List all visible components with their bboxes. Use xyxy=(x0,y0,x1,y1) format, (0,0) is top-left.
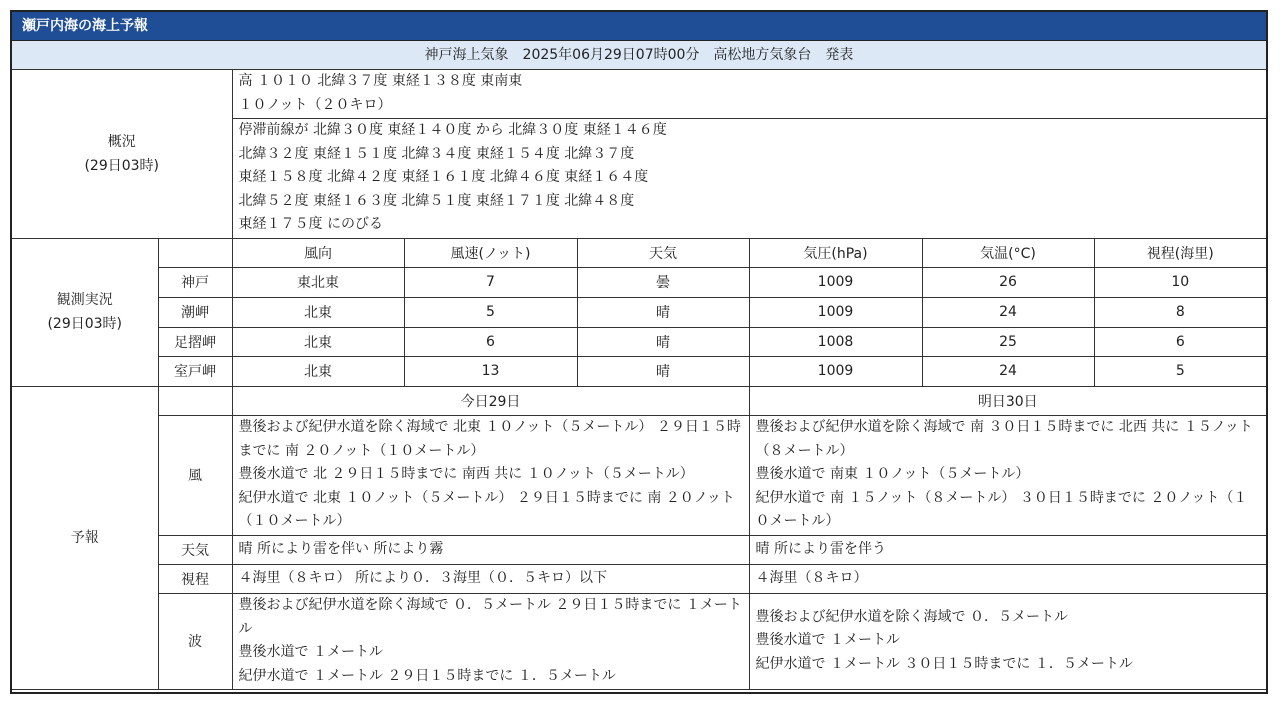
forecast-day-tomorrow: 明日30日 xyxy=(749,386,1266,415)
visibility-today: ４海里（８キロ） 所により０．３海里（０．５キロ）以下 xyxy=(232,564,749,593)
table-cell: 24 xyxy=(922,356,1094,386)
observation-time: (29日03時) xyxy=(47,316,123,332)
forecast-element-header-empty xyxy=(158,386,232,415)
observation-label xyxy=(12,238,158,386)
column-header: 視程(海里) xyxy=(1094,238,1266,267)
forecast-label: 予報 xyxy=(12,386,158,689)
column-header: 気温(°C) xyxy=(922,238,1094,267)
station-name: 潮岬 xyxy=(158,297,232,327)
visibility-tomorrow: ４海里（８キロ） xyxy=(749,564,1266,593)
page-title: 瀬戸内海の海上予報 xyxy=(12,12,1266,41)
wind-today: 豊後および紀伊水道を除く海域で 北東 １０ノット（５メートル） ２９日１５時までに 南 ２０ノット（１０メートル） 豊後水道で 北 ２９日１５時までに 南西 共に １０ノット（５メートル） 紀伊水道で 北東 １０ノット（５メートル） ２９日１５時までに 南 ２０ノット（１０メートル） xyxy=(232,415,749,535)
table-row xyxy=(12,356,1266,386)
forecast-element-label: 天気 xyxy=(158,535,232,564)
weather-today: 晴 所により雷を伴い 所により霧 xyxy=(232,535,749,564)
table-cell: 24 xyxy=(922,297,1094,327)
overview-label xyxy=(12,70,232,238)
table-cell: 5 xyxy=(1094,356,1266,386)
forecast-element-label: 風 xyxy=(158,415,232,535)
table-row xyxy=(12,327,1266,356)
table-cell: 北東 xyxy=(232,327,404,356)
table-cell: 晴 xyxy=(577,327,749,356)
weather-tomorrow: 晴 所により雷を伴う xyxy=(749,535,1266,564)
table-cell: 1009 xyxy=(749,297,922,327)
forecast-visibility-row xyxy=(12,564,1266,593)
table-cell: 13 xyxy=(404,356,577,386)
overview-front: 停滞前線が 北緯３０度 東経１４０度 から 北緯３０度 東経１４６度 北緯３２度 東経１５１度 北緯３４度 東経１５４度 北緯３７度 東経１５８度 北緯４２度 東経１６１度 北緯４６度 東経１６４度 北緯５２度 東経１６３度 北緯５１度 東経１７１度 北緯４８度 東経１７５度 にのびる xyxy=(232,118,1266,238)
table-cell: 8 xyxy=(1094,297,1266,327)
table-cell: 25 xyxy=(922,327,1094,356)
table-cell: 6 xyxy=(404,327,577,356)
table-cell: 10 xyxy=(1094,267,1266,297)
table-cell: 晴 xyxy=(577,297,749,327)
marine-forecast-panel xyxy=(10,10,1268,694)
table-row xyxy=(12,267,1266,297)
forecast-weather-row xyxy=(12,535,1266,564)
station-name: 足摺岬 xyxy=(158,327,232,356)
table-cell: 晴 xyxy=(577,356,749,386)
station-header-empty xyxy=(158,238,232,267)
forecast-day-header-row xyxy=(12,386,1266,415)
observation-title: 観測実況 xyxy=(56,292,113,308)
station-name: 室戸岬 xyxy=(158,356,232,386)
table-cell: 1009 xyxy=(749,356,922,386)
forecast-element-label: 視程 xyxy=(158,564,232,593)
column-header: 気圧(hPa) xyxy=(749,238,922,267)
table-cell: 26 xyxy=(922,267,1094,297)
table-cell: 北東 xyxy=(232,356,404,386)
wind-tomorrow: 豊後および紀伊水道を除く海域で 南 ３０日１５時までに 北西 共に １５ノット（８メートル） 豊後水道で 南東 １０ノット（５メートル） 紀伊水道で 南 １５ノット（８メートル） ３０日１５時までに ２０ノット（１０メートル） xyxy=(749,415,1266,535)
forecast-wave-row xyxy=(12,593,1266,689)
table-cell: 6 xyxy=(1094,327,1266,356)
forecast-table xyxy=(12,70,1266,690)
table-cell: 北東 xyxy=(232,297,404,327)
station-name: 神戸 xyxy=(158,267,232,297)
issuance-info: 神戸海上気象 2025年06月29日07時00分 高松地方気象台 発表 xyxy=(12,41,1266,70)
overview-high-pressure: 高 １０１０ 北緯３７度 東経１３８度 東南東 １０ノット（２０キロ） xyxy=(232,70,1266,118)
forecast-wind-row xyxy=(12,415,1266,535)
overview-title: 概況 xyxy=(107,133,136,150)
column-header: 風向 xyxy=(232,238,404,267)
table-cell: 5 xyxy=(404,297,577,327)
overview-row xyxy=(12,70,1266,118)
table-cell: 東北東 xyxy=(232,267,404,297)
waves-tomorrow: 豊後および紀伊水道を除く海域で ０．５メートル 豊後水道で １メートル 紀伊水道で １メートル ３０日１５時までに １．５メートル xyxy=(749,593,1266,689)
column-header: 風速(ノット) xyxy=(404,238,577,267)
table-cell: 1008 xyxy=(749,327,922,356)
table-row xyxy=(12,297,1266,327)
table-cell: 1009 xyxy=(749,267,922,297)
forecast-element-label: 波 xyxy=(158,593,232,689)
forecast-day-today: 今日29日 xyxy=(232,386,749,415)
column-header: 天気 xyxy=(577,238,749,267)
table-cell: 曇 xyxy=(577,267,749,297)
overview-time: (29日03時) xyxy=(84,157,160,174)
observation-header-row xyxy=(12,238,1266,267)
waves-today: 豊後および紀伊水道を除く海域で ０．５メートル ２９日１５時までに １メートル 豊後水道で １メートル 紀伊水道で １メートル ２９日１５時までに １．５メートル xyxy=(232,593,749,689)
table-cell: 7 xyxy=(404,267,577,297)
